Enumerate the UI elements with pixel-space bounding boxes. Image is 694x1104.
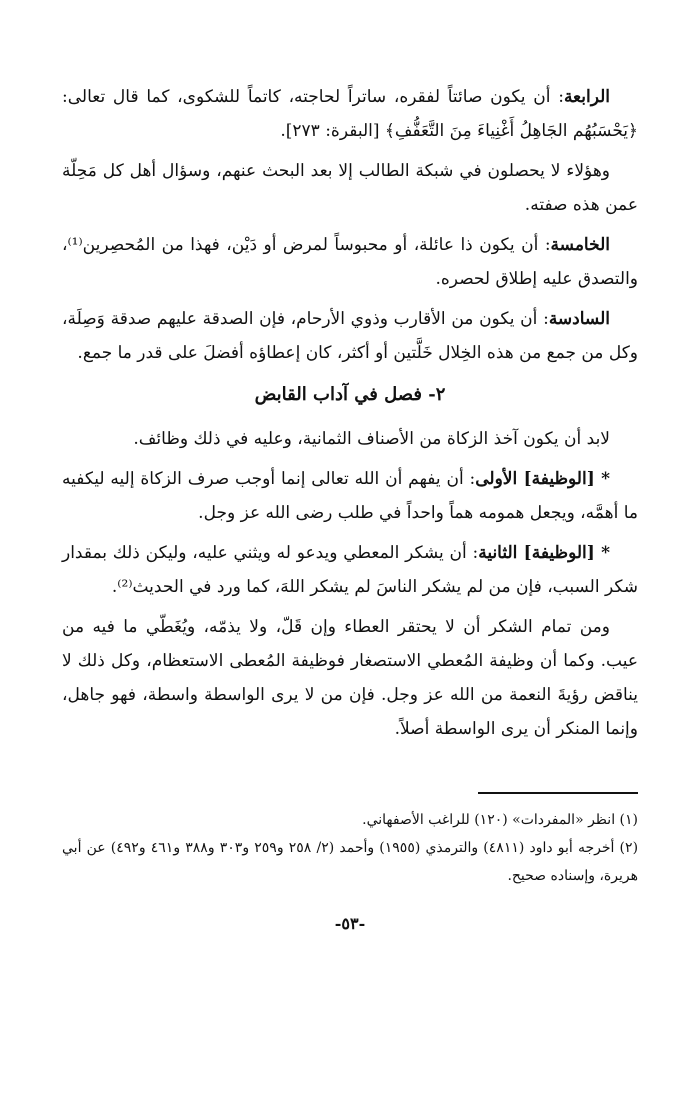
fifth-text: : أن يكون ذا عائلة، أو محبوساً لمرض أو دَيْن، فهذا من المُحصِرين⁽¹⁾، والتصدق عليه إطلاق لحصره. xyxy=(62,235,638,289)
fourth-text: : أن يكون صائتاً لفقره، ساتراً لحاجته، كاتماً للشكوى، كما قال تعالى: ﴿يَحْسَبُهُم الجَاهِلُ أَغْنِياءَ مِنَ التَّعَفُّفِ﴾ [البقرة: ٢٧٣]. xyxy=(62,87,638,141)
footnote-1: (١) انظر «المفردات» (١٢٠) للراغب الأصفهاني. xyxy=(362,812,638,828)
sixth-label: السادسة xyxy=(548,309,610,329)
page-number: -٥٣- xyxy=(334,914,366,933)
first-duty-label: * [الوظيفة] الأولى xyxy=(475,469,610,489)
paragraph-second-duty xyxy=(62,536,638,604)
paragraph-sixth xyxy=(62,302,638,370)
fifth-label: الخامسة xyxy=(550,235,610,255)
paragraph-gratitude: ومن تمام الشكر أن لا يحتقر العطاء وإن قَلّ، ولا يذمّه، ويُغَطّي ما فيه من عيب. وكما أن وظيفة المُعطي الاستصغار فوظيفة المُعطى الاستعظام، وكل ذلك لا يناقض رؤيةَ النعمة من الله عز وجل. فإن من لا يرى الواسطة واسطة، فهو جاهل، وإنما المنكر أن يرى الواسطة أصلاً. xyxy=(62,617,638,739)
first-duty-text: : أن يفهم أن الله تعالى إنما أوجب صرف الزكاة إليه ليكفيه ما أهمَّه، ويجعل همومه هماً واحداً في طلب رضى الله عز وجل. xyxy=(62,469,638,523)
paragraph-fourth xyxy=(62,80,638,148)
section-heading: ٢- فصل في آداب القابض xyxy=(254,384,446,405)
paragraph-seekers: وهؤلاء لا يحصلون في شبكة الطالب إلا بعد البحث عنهم، وسؤال أهل كل مَحِلّة عمن هذه صفته. xyxy=(62,161,638,215)
footnote-separator xyxy=(478,792,638,794)
paragraph-first-duty xyxy=(62,462,638,530)
fourth-label: الرابعة xyxy=(563,87,610,107)
footnote-2: (٢) أخرجه أبو داود (٤٨١١) والترمذي (١٩٥٥) وأحمد (٢/ ٢٥٨ و٢٥٩ و٣٠٣ و٣٨٨ و٤٦١ و٤٩٢) عن أبي هريرة، وإسناده صحيح. xyxy=(62,840,639,884)
book-page xyxy=(62,80,638,933)
second-duty-text: : أن يشكر المعطي ويدعو له ويثني عليه، وليكن ذلك بمقدار شكر السبب، فإن من لم يشكر الناسَ لم يشكر اللهَ، كما ورد في الحديث⁽²⁾. xyxy=(62,543,638,597)
sixth-text: : أن يكون من الأقارب وذوي الأرحام، فإن الصدقة عليهم صدقة وَصِلَة، وكل من جمع من هذه الخِلال خَلَّتين أو أكثر، كان إعطاؤه أفضلَ على قدر ما جمع. xyxy=(62,309,638,363)
paragraph-intro: لابد أن يكون آخذ الزكاة من الأصناف الثمانية، وعليه في ذلك وظائف. xyxy=(133,429,610,449)
paragraph-fifth xyxy=(62,228,638,296)
second-duty-label: * [الوظيفة] الثانية xyxy=(478,543,610,563)
